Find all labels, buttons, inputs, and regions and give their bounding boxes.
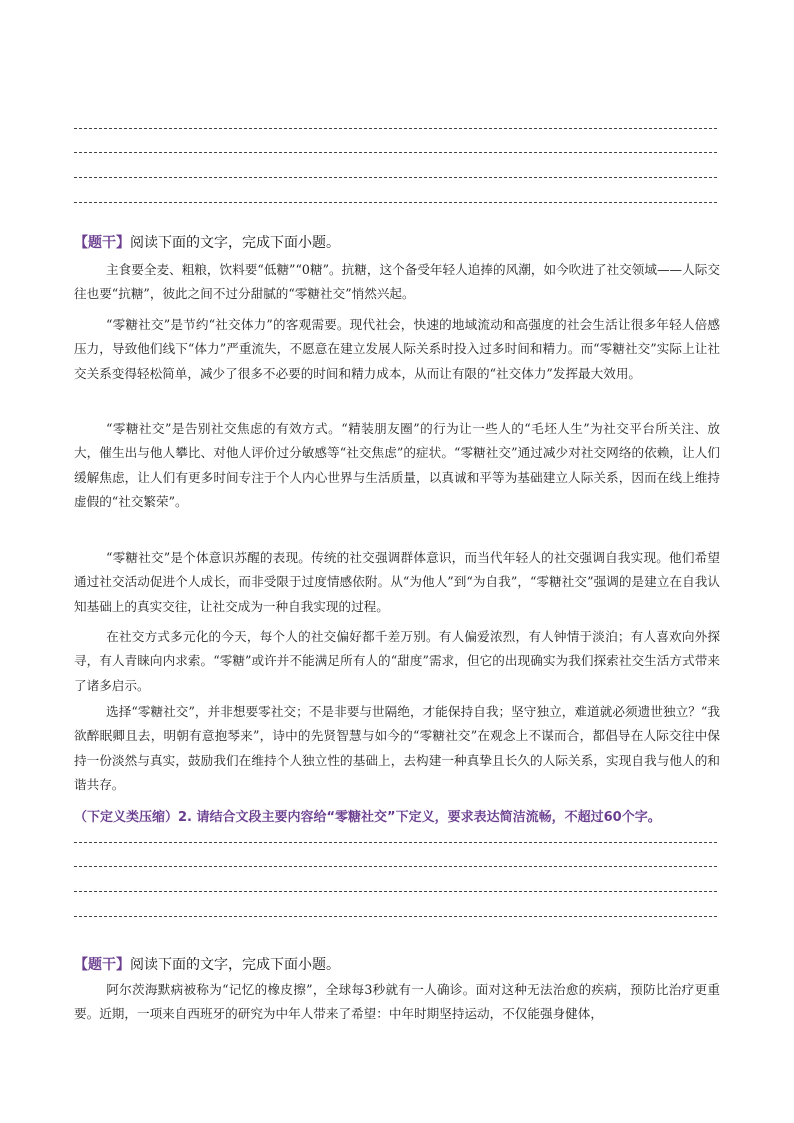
paragraph-5: 在社交方式多元化的今天，每个人的社交偏好都千差万别。有人偏爱浓烈，有人钟情于淡泊；有人喜欢向外探寻，有人青睐向内求索。“零糖”或许并不能满足所有人的“甜度”需求，但它的出现确实为我们探索社交生活方式带来了诸多启示。 [74, 629, 720, 693]
instruction-text: 阅读下面的文字，完成下面小题。 [130, 235, 340, 251]
paragraph-2: “零糖社交”是节约“社交体力”的客观需要。现代社会，快速的地域流动和高强度的社会生活让很多年轻人倍感压力，导致他们线下“体力”严重流失，不愿意在建立发展人际关系时投入过多时间和精力。而“零糖社交”实际上让社交关系变得轻松简单，减少了很多不必要的时间和精力成本，从而让有限的“社交体力”发挥最大效用。 [74, 317, 720, 381]
paragraph-4: “零糖社交”是个体意识苏醒的表现。传统的社交强调群体意识，而当代年轻人的社交强调自我实现。他们希望通过社交活动促进个人成长，而非受限于过度情感依附。从“为他人”到“为自我”，“零糖社交”强调的是建立在自我认知基础上的真实交往，让社交成为一种自我实现的过程。 [74, 550, 720, 614]
answer-line[interactable] [74, 128, 717, 129]
paragraph-6: 选择“零糖社交”，并非想要零社交；不是非要与世隔绝，才能保持自我；坚守独立，难道就必须遗世独立？“我欲醉眠卿且去，明朝有意抱琴来”，诗中的先贤智慧与如今的“零糖社交”在观念上不谋而合，都倡导在人际交往中保持一份淡然与真实，鼓励我们在维持个人独立性的基础上，去构建一种真挚且长久的人际关系，实现自我与他人的和谐共存。 [74, 704, 720, 792]
answer-line[interactable] [74, 866, 717, 867]
answer-line[interactable] [74, 891, 717, 892]
instruction-text: 阅读下面的文字，完成下面小题。 [130, 957, 340, 973]
answer-line[interactable] [74, 916, 717, 917]
paragraph-3: “零糖社交”是告别社交焦虑的有效方式。“精装朋友圈”的行为让一些人的“毛坯人生”为社交平台所关注、放大，催生出与他人攀比、对他人评价过分敏感等“社交焦虑”的症状。“零糖社交”通过减少对社交网络的依赖，让人们缓解焦虑，让人们有更多时间专注于个人内心世界与生活质量，以真诚和平等为基础建立人际关系，因而在线上维持虚假的“社交繁荣”。 [74, 421, 720, 509]
answer-line[interactable] [74, 842, 717, 843]
paragraph-7: 阿尔茨海默病被称为“记忆的橡皮擦”，全球每3秒就有一人确诊。面对这种无法治愈的疾病，预防比治疗更重要。近期，一项来自西班牙的研究为中年人带来了希望：中年时期坚持运动，不仅能强身健体， [74, 982, 720, 1022]
paragraph-1: 主食要全麦、粗粮，饮料要“低糖”“0糖”。抗糖，这个备受年轻人追捧的风潮，如今吹进了社交领域——人际交往也要“抗糖”，彼此之间不过分甜腻的“零糖社交”悄然兴起。 [74, 262, 720, 302]
question-2: （下定义类压缩）2. 请结合文段主要内容给“零糖社交”下定义，要求表达简洁流畅，不超过60个字。 [74, 810, 661, 825]
stem-tag: 【题干】 [74, 957, 130, 973]
passage-2-header [74, 954, 340, 974]
passage-1-header [74, 232, 340, 252]
stem-tag: 【题干】 [74, 235, 130, 251]
answer-line[interactable] [74, 202, 717, 203]
answer-line[interactable] [74, 152, 717, 153]
answer-line[interactable] [74, 177, 717, 178]
